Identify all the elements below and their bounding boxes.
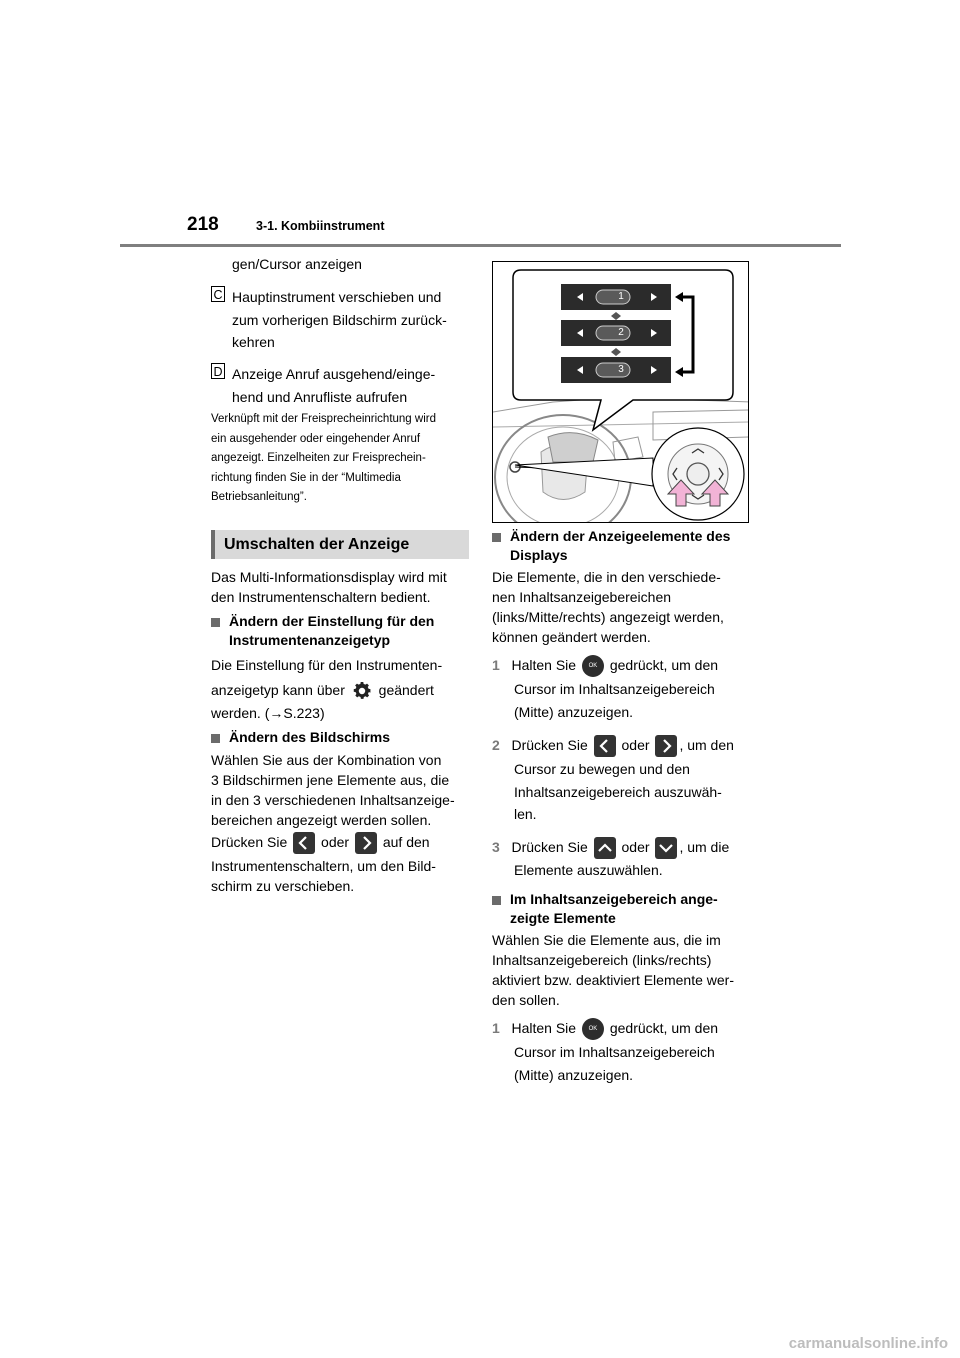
item-c-text: [232, 286, 447, 354]
step-number: 2: [492, 737, 500, 753]
step-post: , um die: [679, 839, 730, 855]
press-post: auf den: [382, 834, 430, 850]
screen-change-line: bereichen angezeigt werden sollen.: [211, 812, 432, 828]
step-line: Inhaltsanzeigebereich auszuwäh-: [514, 783, 722, 800]
press-tail-line: Instrumentenschaltern, um den Bild-: [211, 858, 436, 874]
step-mid: oder: [621, 737, 650, 753]
item-d-line: hend und Anrufliste aufrufen: [232, 388, 408, 405]
item-c-line: kehren: [232, 334, 275, 350]
instrument-type-post: geändert: [378, 682, 434, 698]
ok-button-icon: OK: [582, 1018, 604, 1040]
step-line: len.: [514, 806, 537, 822]
right-arrow-button-icon: [355, 832, 377, 854]
left-arrow-button-icon: [594, 735, 616, 757]
screen-label: 2: [618, 327, 624, 338]
bullet-square: [211, 734, 220, 743]
intro-line: den Instrumentenschaltern bedient.: [211, 589, 431, 605]
step-1-cont: [514, 678, 715, 723]
content-area-text: [492, 930, 734, 1010]
item-d-text: [232, 363, 435, 408]
display-elements-line: nen Inhaltsanzeigebereichen: [492, 589, 672, 605]
subheading-line: Im Inhaltsanzeigebereich ange-: [510, 891, 718, 907]
step-2: [492, 735, 734, 757]
intro-line: Das Multi-Informationsdisplay wird mit: [211, 569, 447, 585]
step-pre: Halten Sie: [511, 1020, 577, 1036]
instrument-type-line2: [211, 680, 434, 702]
screen-label: 3: [618, 364, 624, 375]
step-line: Cursor im Inhaltsanzeigebereich: [514, 681, 715, 697]
step-line: (Mitte) anzuzeigen.: [514, 703, 634, 720]
subheading-line: Ändern der Anzeigeelemente des: [510, 528, 731, 544]
step-line: Cursor im Inhaltsanzeigebereich: [514, 1044, 715, 1060]
screen-label: 1: [618, 291, 624, 302]
header-rule: [120, 244, 841, 247]
subheading-line: Displays: [510, 547, 568, 563]
press-tail-line: schirm zu verschieben.: [211, 878, 355, 894]
content-area-line: Inhaltsanzeigebereich (links/rechts): [492, 952, 712, 968]
press-line: [211, 832, 430, 854]
step-number: 3: [492, 839, 500, 855]
note-line: Verknüpft mit der Freisprecheinrichtung wird: [211, 413, 436, 425]
intro-text: [211, 567, 447, 607]
instrument-type-line3: werden. (→S.223): [211, 705, 325, 721]
note-text: [211, 410, 436, 508]
step-mid: oder: [621, 839, 650, 855]
subheading-instrument-type: [229, 612, 434, 650]
instrument-type-line1: Die Einstellung für den Instrumenten-: [211, 657, 443, 673]
page-number: 218: [187, 214, 219, 235]
step-line: Cursor zu bewegen und den: [514, 761, 690, 777]
step-pre: Drücken Sie: [511, 737, 588, 753]
note-line: angezeigt. Einzelheiten zur Freisprechein-: [211, 452, 426, 464]
label-d: D: [211, 363, 225, 379]
subheading-line: Ändern der Einstellung für den: [229, 613, 435, 629]
display-elements-line: Die Elemente, die in den verschiede-: [492, 569, 721, 585]
step-3-cont: Elemente auszuwählen.: [514, 862, 663, 878]
left-arrow-button-icon: [293, 832, 315, 854]
subheading-screen-change: Ändern des Bildschirms: [229, 729, 391, 745]
instrument-type-pre: anzeigetyp kann über: [211, 682, 345, 698]
item-d-line: Anzeige Anruf ausgehend/einge-: [232, 366, 436, 382]
display-elements-line: (links/Mitte/rechts) angezeigt werden,: [492, 609, 724, 625]
screen-change-line: in den 3 verschiedenen Inhaltsanzeige-: [211, 792, 455, 808]
subheading-line: zeigte Elemente: [510, 910, 616, 926]
note-line: richtung finden Sie in der “Multimedia: [211, 471, 401, 484]
bullet-square: [492, 533, 501, 542]
screen-change-text: [211, 750, 455, 830]
right-arrow-button-icon: [655, 735, 677, 757]
up-arrow-button-icon: [594, 837, 616, 859]
section-title: 3-1. Kombiinstrument: [256, 219, 385, 233]
subheading-display-elements: [510, 527, 730, 565]
press-tail: [211, 856, 436, 896]
bullet-square: [492, 896, 501, 905]
step-3: [492, 837, 729, 859]
instrument-illustration: [492, 261, 749, 523]
ok-button-icon: OK: [582, 655, 604, 677]
note-line: Betriebsanleitung”.: [211, 491, 307, 503]
step-post: gedrückt, um den: [609, 657, 719, 673]
step-1b-cont: [514, 1041, 715, 1086]
down-arrow-button-icon: [655, 837, 677, 859]
step-pre: Halten Sie: [511, 657, 577, 673]
step-2-cont: [514, 758, 722, 826]
step-1b: [492, 1018, 718, 1040]
section-banner: Umschalten der Anzeige: [211, 530, 469, 559]
label-c: C: [211, 286, 225, 302]
step-post: , um den: [679, 737, 734, 753]
gear-icon: [351, 680, 373, 702]
press-mid: oder: [321, 834, 350, 850]
press-pre: Drücken Sie: [211, 834, 288, 850]
step-number: 1: [492, 1020, 500, 1036]
content-area-line: den sollen.: [492, 992, 560, 1008]
item-c-line: zum vorherigen Bildschirm zurück-: [232, 311, 447, 328]
display-elements-line: können geändert werden.: [492, 629, 651, 645]
step-1: [492, 655, 718, 677]
watermark: carmanualsonline.info: [788, 1335, 948, 1352]
item-c-line: Hauptinstrument verschieben und: [232, 289, 442, 305]
step-pre: Drücken Sie: [511, 839, 588, 855]
continued-line: gen/Cursor anzeigen: [232, 256, 362, 272]
note-line: ein ausgehender oder eingehender Anruf: [211, 432, 421, 445]
subheading-line: Instrumentenanzeigetyp: [229, 632, 391, 648]
screen-change-line: 3 Bildschirmen jene Elemente aus, die: [211, 772, 450, 788]
step-line: (Mitte) anzuzeigen.: [514, 1066, 634, 1083]
bullet-square: [211, 618, 220, 627]
screen-change-line: Wählen Sie aus der Kombination von: [211, 752, 442, 768]
step-number: 1: [492, 657, 500, 673]
content-area-line: aktiviert bzw. deaktiviert Elemente wer-: [492, 972, 734, 988]
display-elements-text: [492, 567, 724, 647]
step-post: gedrückt, um den: [609, 1020, 719, 1036]
subheading-content-area: [510, 890, 718, 928]
content-area-line: Wählen Sie die Elemente aus, die im: [492, 932, 721, 948]
